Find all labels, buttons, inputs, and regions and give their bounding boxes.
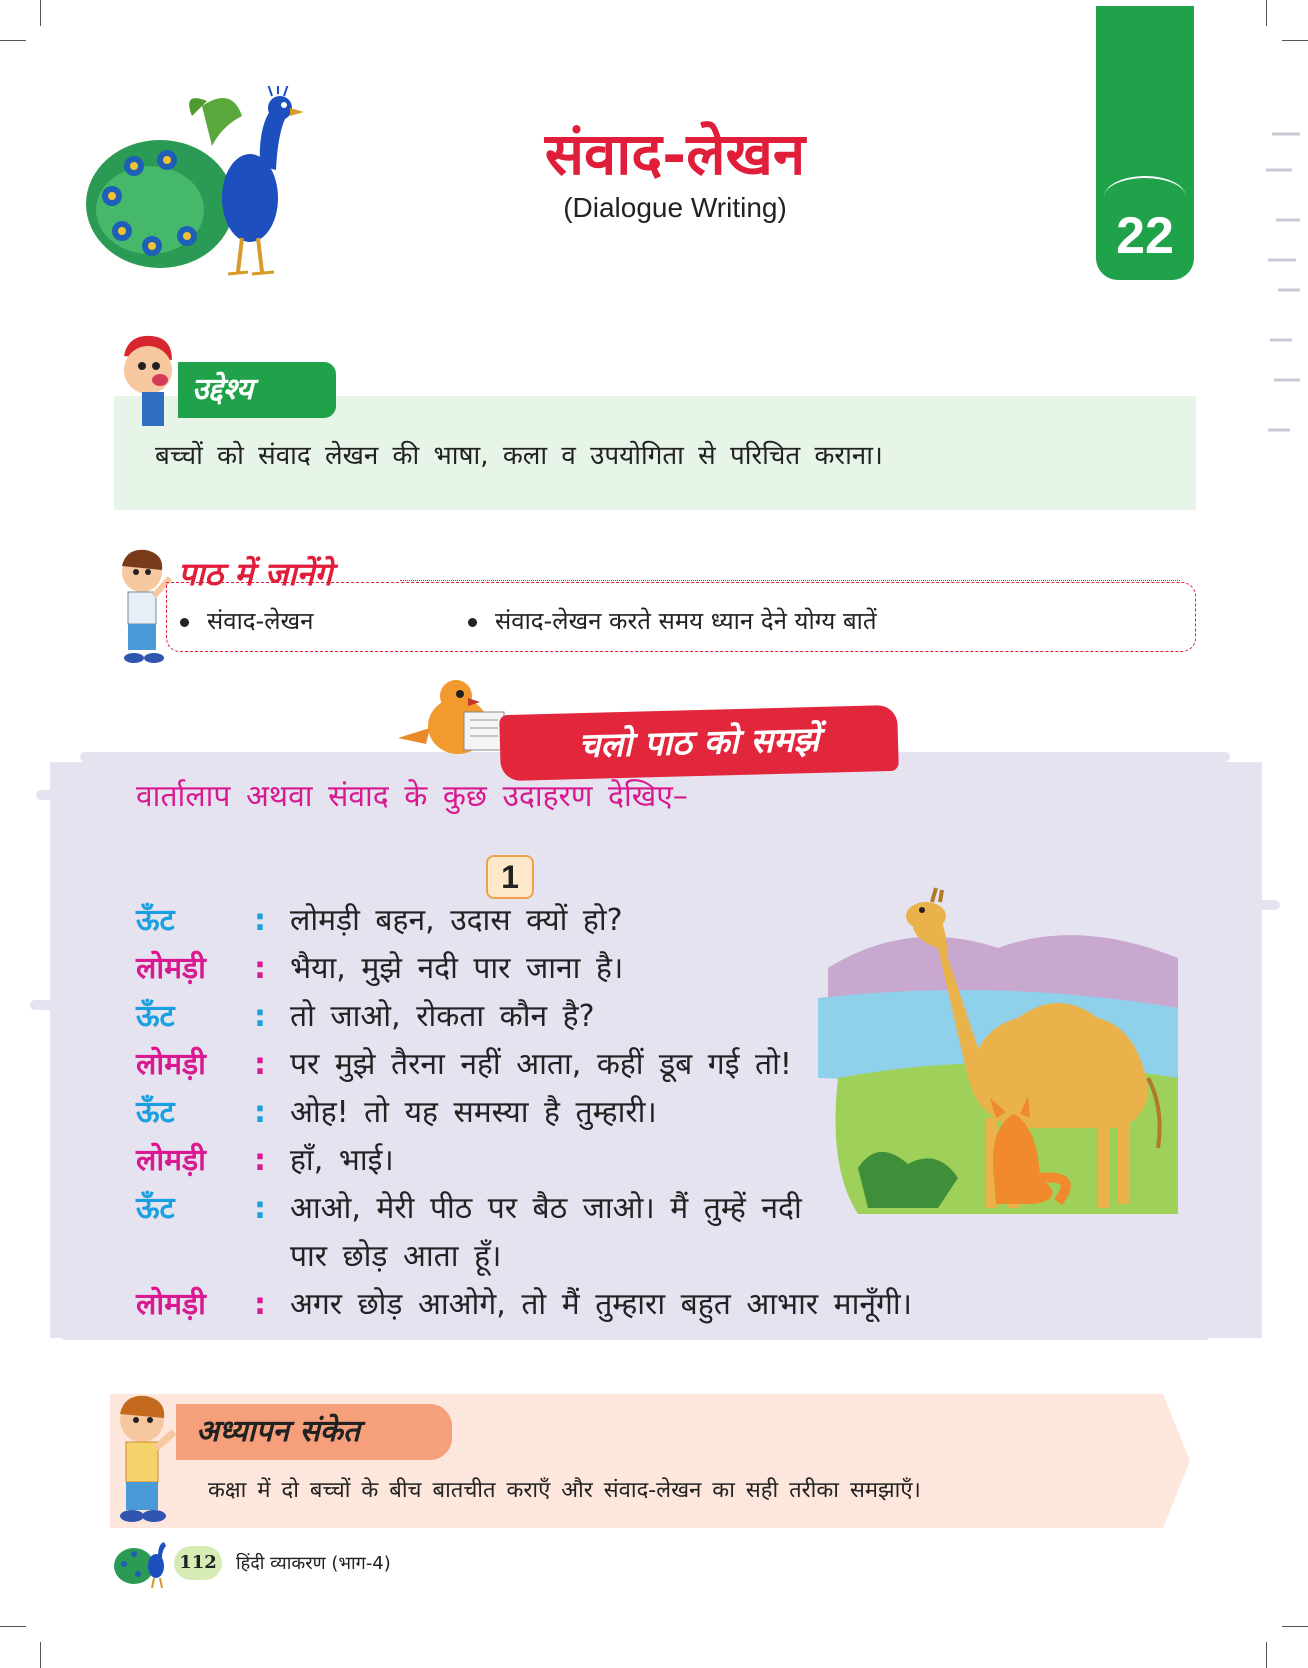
dialogue-text: अगर छोड़ आओगे, तो मैं तुम्हारा बहुत आभार मानूँगी।: [290, 1287, 913, 1322]
page-subtitle: (Dialogue Writing): [563, 192, 787, 223]
speaker-label: लोमड़ी: [136, 1047, 206, 1082]
bullet-icon: [180, 618, 189, 627]
speaker-colon: :: [254, 1191, 266, 1226]
crop-mark: [1266, 0, 1267, 26]
dialogue-text: ओह! तो यह समस्या है तुम्हारी।: [290, 1095, 657, 1130]
dialogue-line: [136, 1186, 802, 1227]
dialogue-text: पार छोड़ आता हूँ।: [290, 1239, 502, 1274]
camel-fox-illustration: [818, 878, 1188, 1214]
speaker-label: लोमड़ी: [136, 1287, 206, 1322]
crop-mark: [1282, 1626, 1308, 1627]
speaker-colon: :: [254, 1287, 266, 1322]
speaker-colon: :: [254, 903, 266, 938]
dialogue-intro: वार्तालाप अथवा संवाद के कुछ उदाहरण देखिए–: [136, 779, 688, 814]
teaching-note-heading: अध्यापन संकेत: [176, 1404, 452, 1460]
speaker-colon: :: [254, 1047, 266, 1082]
speaker-colon: :: [254, 951, 266, 986]
dialogue-line: [136, 946, 623, 987]
dialogue-text: भैया, मुझे नदी पार जाना है।: [290, 951, 624, 986]
example-number-badge: 1: [486, 855, 534, 899]
speaker-colon: :: [254, 1143, 266, 1178]
book-title: हिंदी व्याकरण (भाग-4): [236, 1553, 391, 1574]
brush-stroke: [30, 1000, 70, 1010]
dialogue-line: [136, 898, 623, 939]
dialogue-text: हाँ, भाई।: [290, 1143, 394, 1178]
crop-mark: [1266, 1642, 1267, 1668]
crop-mark: [1282, 40, 1308, 41]
dialogue-text: तो जाओ, रोकता कौन है?: [290, 999, 595, 1034]
dialogue-line: [136, 1282, 912, 1323]
dialogue-text: लोमड़ी बहन, उदास क्यों हो?: [290, 903, 623, 938]
speaker-label: ऊँट: [136, 1191, 175, 1226]
dialogue-line: [136, 1090, 657, 1131]
page-title: संवाद-लेखन: [544, 120, 806, 188]
dialogue-line: [136, 994, 595, 1035]
learn-item: [180, 604, 313, 637]
dialogue-line: [136, 1042, 792, 1083]
dialogue-line: [136, 1138, 394, 1179]
speaker-colon: :: [254, 999, 266, 1034]
objective-heading: उद्देश्य: [178, 362, 336, 418]
peacock-illustration: [82, 86, 322, 286]
speaker-label: लोमड़ी: [136, 1143, 206, 1178]
bird-reading-illustration: [396, 678, 508, 762]
learn-item-label: संवाद-लेखन: [207, 607, 314, 635]
dialogue-text: पर मुझे तैरना नहीं आता, कहीं डूब गई तो!: [290, 1047, 792, 1082]
brush-stroke: [60, 1330, 1210, 1340]
speaker-label: लोमड़ी: [136, 951, 206, 986]
chapter-number-tab: [1096, 6, 1194, 280]
footer-peacock-icon: [112, 1536, 172, 1590]
learn-heading: पाठ में जानेंगे: [178, 555, 333, 593]
side-decoration: [1262, 130, 1302, 450]
bullet-icon: [468, 618, 477, 627]
speaker-label: ऊँट: [136, 1095, 175, 1130]
crop-mark: [40, 1642, 41, 1668]
dialogue-line: [136, 1234, 501, 1275]
teaching-note-text: कक्षा में दो बच्चों के बीच बातचीत कराएँ और संवाद-लेखन का सही तरीका समझाएँ।: [208, 1478, 921, 1503]
crop-mark: [0, 1626, 26, 1627]
learn-item: [468, 604, 877, 637]
crop-mark: [0, 40, 26, 41]
page-number: 112: [174, 1546, 222, 1580]
brush-stroke: [1240, 900, 1280, 910]
dialogue-text: आओ, मेरी पीठ पर बैठ जाओ। मैं तुम्हें नदी: [290, 1191, 802, 1226]
speaker-label: ऊँट: [136, 999, 175, 1034]
boy-peeking-illustration: [114, 330, 180, 426]
brush-stroke: [36, 790, 76, 800]
crop-mark: [40, 0, 41, 26]
speaker-label: ऊँट: [136, 903, 175, 938]
learn-item-label: संवाद-लेखन करते समय ध्यान देने योग्य बातें: [495, 607, 877, 635]
understand-banner: चलो पाठ को समझें: [499, 705, 899, 781]
boy-pointing-illustration: [114, 548, 174, 666]
speaker-colon: :: [254, 1095, 266, 1130]
learn-heading-rule: [400, 580, 1180, 581]
chapter-number: 22: [1116, 207, 1174, 265]
objective-text: बच्चों को संवाद लेखन की भाषा, कला व उपयोगिता से परिचित कराना।: [155, 441, 883, 471]
boy-waving-illustration: [110, 1392, 180, 1524]
